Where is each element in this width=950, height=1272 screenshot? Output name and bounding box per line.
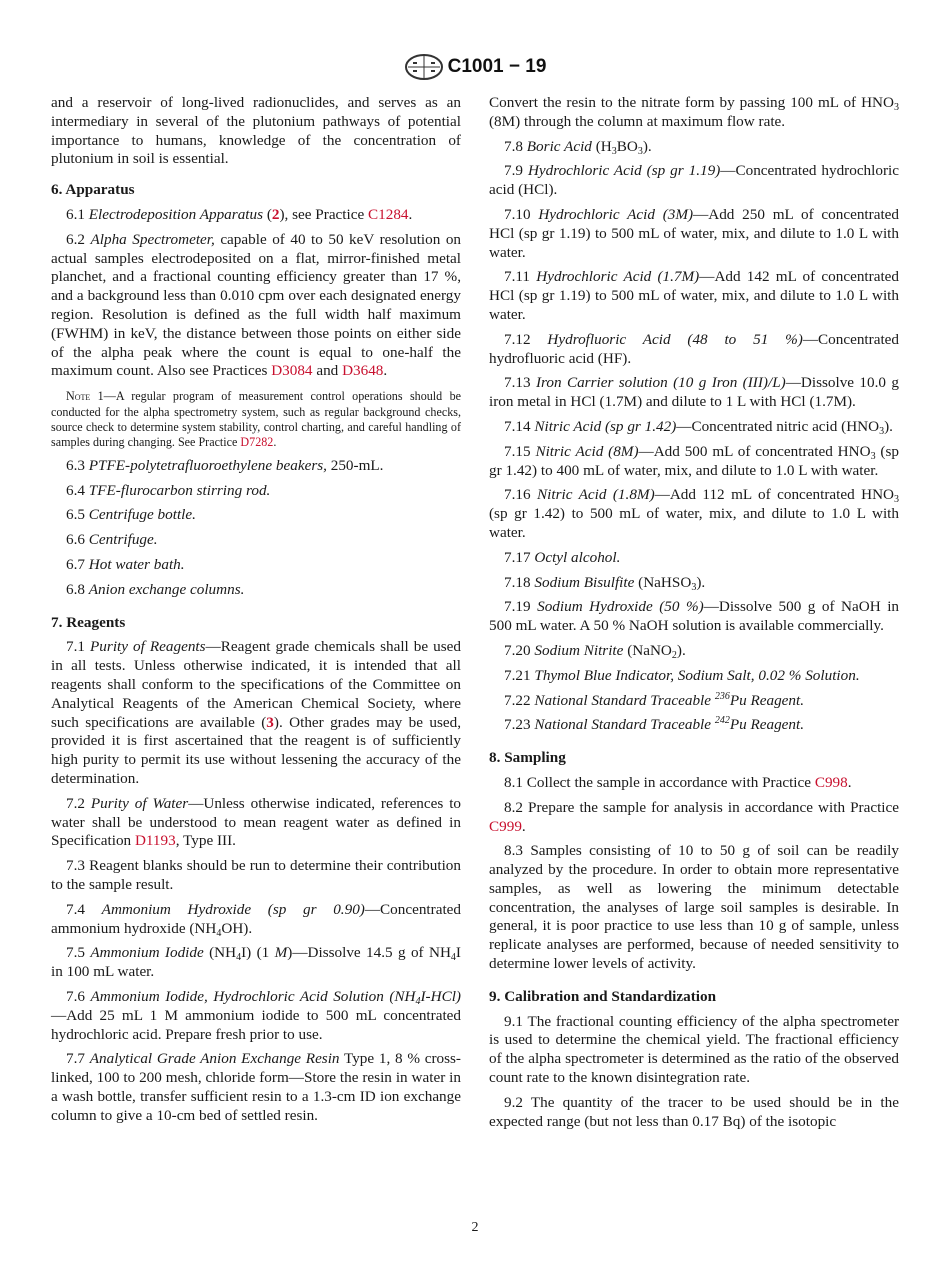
standard-link[interactable]: D3084 [271,362,313,380]
para-7-1: 7.1 Purity of Reagents—Reagent grade chemicals shall be used in all tests. Unless otherwise indicated, it is intended that all reagents shall conform to the specifications of the Committee on Analytical Reagents of the American Chemical Society, where such specifications are available (3). Other grades may be used, provided it is first ascertained that the reagent is of sufficiently high purity to permit its use without lessening the accuracy of the determination. [51,638,462,787]
section-9-heading: 9. Calibration and Standardization [489,987,717,1005]
para-6-8: 6.8 Anion exchange columns. [66,580,245,598]
para-7-22: 7.22 National Standard Traceable $^{236}$Pu Reagent. [504,690,805,709]
para-7-2: 7.2 Purity of Water—Unless otherwise indicated, references to water shall be understood to mean reagent water as defined in Specification D1193, Type III. [51,794,462,850]
para-7-13: 7.13 Iron Carrier solution (10 g Iron (III)/L)—Dissolve 10.0 g iron metal in HCl (1.7M) and dilute to 1 L with HCl (1.7M). [489,374,899,411]
page-number: 2 [471,1220,479,1235]
para-7-19: 7.19 Sodium Hydroxide (50 %)—Dissolve 500 g of NaOH in 500 mL water. A 50 % NaOH solution is available commercially. [489,598,900,635]
standard-link[interactable]: D7282 [240,435,274,450]
para-6-6: 6.6 Centrifuge. [66,531,158,549]
para-7-16: 7.16 Nitric Acid (1.8M)—Add 112 mL of concentrated $HNO_3$ (sp gr 1.42) to 500 mL of water, mix, and dilute to 1.0 L with water. [489,486,900,541]
intro-paragraph: and a reservoir of long-lived radionuclides, and serves as an intermediary in several of the plutonium pathways of potential importance to humans, knowledge of the concentration of plutonium in soil is essential. [51,94,461,168]
para-7-4: 7.4 Ammonium Hydroxide (sp gr 0.90)—Concentrated ammonium hydroxide $(NH_4OH)$. [51,900,461,939]
para-6-3: 6.3 PTFE-polytetrafluoroethylene beakers, 250-mL. [66,456,384,474]
left-column [51,94,461,1131]
page-header [0,52,950,88]
right-column [489,94,899,1137]
para-7-5: 7.5 Ammonium Iodide $(NH_4I)$ (1 M)—Dissolve 14.5 g of $NH_4I$ in 100 mL water. [51,944,461,981]
reference-link[interactable]: 3 [266,713,274,731]
para-7-3: 7.3 Reagent blanks should be run to determine their contribution to the sample result. [51,857,461,893]
para-8-3: 8.3 Samples consisting of 10 to 50 g of soil can be readily analyzed by the procedure. In order to obtain more representative samples, as well as lowering the minimum detectable concentration, the analyses of large soil samples is desirable. In general, it is poor practice to use less than 10 g of sample, unless replicate analyses are performed, because of needed sensitivity to determine lower levels of activity. [489,842,899,973]
para-7-17: 7.17 Octyl alcohol. [504,548,621,566]
para-7-21: 7.21 Thymol Blue Indicator, Sodium Salt, 0.02 % Solution. [504,666,860,684]
para-8-2: 8.2 Prepare the sample for analysis in accordance with Practice C999. [489,798,899,835]
document-id: C1001 − 19 [447,56,547,77]
para-6-1: 6.1 Electrodeposition Apparatus (2), see Practice C1284. [66,205,413,223]
para-6-7: 6.7 Hot water bath. [66,555,185,573]
para-6-5: 6.5 Centrifuge bottle. [66,506,196,524]
para-6-4: 6.4 TFE-flurocarbon stirring rod. [66,481,271,499]
standard-link[interactable]: D1193 [134,832,176,850]
section-7-heading: 7. Reagents [51,613,126,631]
para-7-23: 7.23 National Standard Traceable $^{242}$Pu Reagent. [504,715,805,734]
para-7-18: 7.18 Sodium Bisulfite (NaHSO$_3$). [504,573,706,593]
standard-link[interactable]: C999 [489,817,522,835]
para-8-1: 8.1 Collect the sample in accordance with Practice C998. [504,773,852,791]
para-7-6: 7.6 Ammonium Iodide, Hydrochloric Acid Solution $(NH_4I-HCl)—Add$ 25 mL 1 M ammonium iodide to 500 mL concentrated hydrochloric acid. Prepare fresh prior to use. [51,987,461,1043]
para-7-8: 7.8 Boric Acid $(H_3BO_3)$. [504,137,652,157]
para-7-12: 7.12 Hydrofluoric Acid (48 to 51 %)—Concentrated hydrofluoric acid (HF). [489,330,899,367]
reference-link[interactable]: 2 [271,205,280,223]
para-9-2: 9.2 The quantity of the tracer to be used should be in the expected range (but not less than 0.17 Bq) of the isotopic [489,1093,899,1130]
standard-link[interactable]: D3648 [342,362,384,380]
astm-logo-icon [404,52,444,82]
standard-link[interactable]: C1284 [368,205,409,223]
para-7-14: 7.14 Nitric Acid (sp gr 1.42)—Concentrated nitric acid $(HNO_3)$. [504,417,893,437]
standard-link[interactable]: C998 [814,773,848,791]
para-7-7: 7.7 Analytical Grade Anion Exchange Resin Type 1, 8 % cross-linked, 100 to 200 mesh, chloride form—Store the resin in water in a wash bottle, transfer sufficient resin to a 1.3-cm ID ion exchange column to give a 10-cm bed of settled resin. [51,1050,461,1124]
note-1: Note 1—A regular program of measurement control operations should be conducted for the alpha spectrometry system, such as regular background checks, source check to determine system stability, control charting, and careful handling of samples during changing. See Practice D7282. [51,389,461,450]
para-6-2: 6.2 Alpha Spectrometer, capable of 40 to 50 keV resolution on actual samples electrodeposited on a flat, mirror-finished metal planchet, and a fractional counting efficiency greater than 17 %, and a background less than 0.010 cpm over each designated energy region. Resolution is defined as the full width half maximum (FWHM) in keV, the distance between those points on either side of the alpha peak where the count is equal to one-half the maximum count. Also see Practices D3084 and D3648. [51,230,462,380]
para-7-9: 7.9 Hydrochloric Acid (sp gr 1.19)—Concentrated hydrochloric acid (HCl). [489,162,899,199]
section-6-heading: 6. Apparatus [51,181,135,199]
para-9-1: 9.1 The fractional counting efficiency of the alpha spectrometer is used to determine the chemical yield. The fractional efficiency of the alpha spectrometer is determined as the ratio of the observed count rate to the known disintegration rate. [489,1012,899,1087]
para-7-7-continued: Convert the resin to the nitrate form by passing 100 mL of $HNO_3$ (8M) through the column at maximum flow rate. [489,94,899,130]
section-8-heading: 8. Sampling [489,749,566,767]
para-7-11: 7.11 Hydrochloric Acid (1.7M)—Add 142 mL of concentrated HCl (sp gr 1.19) to 500 mL of water, mix, and dilute to 1.0 L with water. [489,268,899,323]
para-7-20: 7.20 Sodium Nitrite (NaNO$_2$). [504,641,686,661]
para-7-15: 7.15 Nitric Acid (8M)—Add 500 mL of concentrated $HNO_3$ (sp gr 1.42) to 400 mL of water, mix, and dilute to 1.0 L with water. [489,442,899,479]
para-7-10: 7.10 Hydrochloric Acid (3M)—Add 250 mL of concentrated HCl (sp gr 1.19) to 500 mL of water, mix, and dilute to 1.0 L with water. [489,205,899,261]
